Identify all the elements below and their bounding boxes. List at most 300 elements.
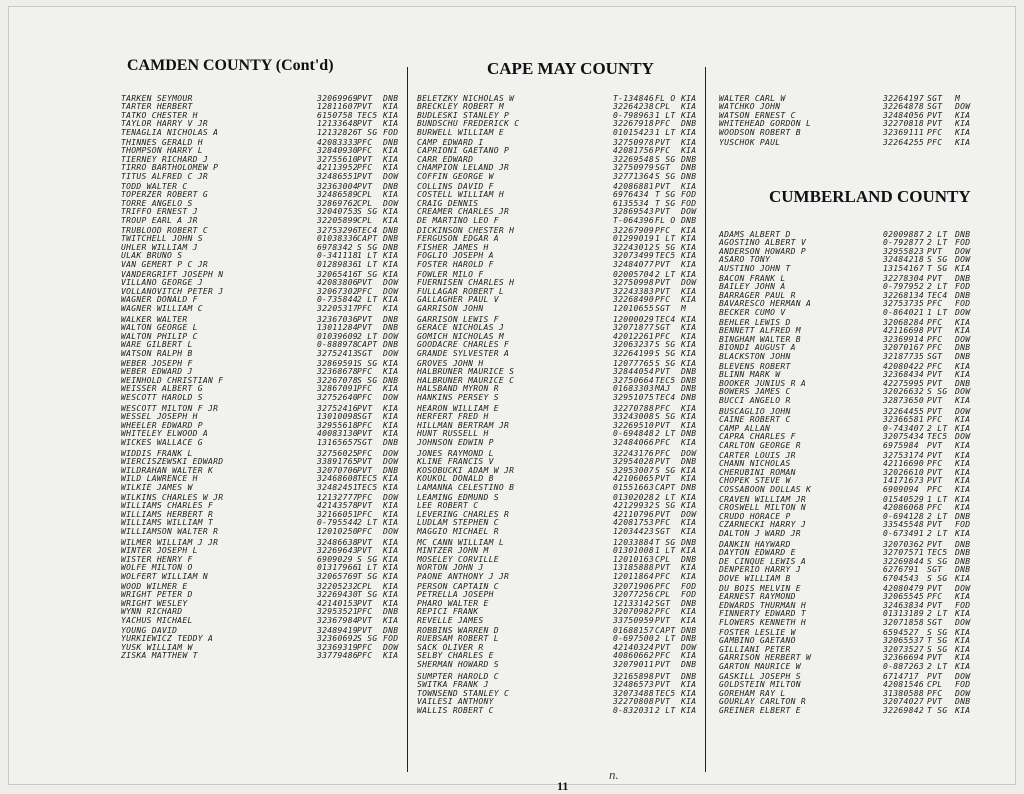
entry-service-number: 32071858: [883, 617, 924, 627]
entry-status: DOW: [383, 198, 399, 208]
entry-name: GOREHAM RAY L: [719, 688, 786, 698]
entry-service-number: 01289836: [317, 259, 358, 269]
entry-service-number: 13154167: [883, 263, 924, 273]
entry-rank: S SG: [655, 154, 676, 164]
entry-rank: TEC5: [357, 474, 378, 484]
entry-rank: SGT: [927, 351, 943, 361]
entry-group: [121, 271, 397, 313]
entry-name: WARE GILBERT L: [121, 340, 193, 350]
entry-name: YURKIEWICZ TEDDY A: [121, 634, 214, 644]
entry-service-number: 12034423: [613, 526, 654, 536]
entry-rank: PVT: [927, 672, 943, 681]
entry-name: TOWNSEND STANLEY C: [417, 688, 510, 698]
entry-group: [417, 271, 699, 313]
entry-status: FOD: [383, 634, 399, 644]
entry-group: [719, 95, 1011, 137]
entry-service-number: 13010098: [317, 412, 358, 422]
entry-rank: TEC5: [655, 375, 676, 385]
entry-service-number: 12811607: [317, 102, 358, 112]
entry-name: BAILEY JOHN A: [719, 282, 786, 292]
entry-status: KIA: [681, 348, 697, 358]
entry-service-number: 42083333: [317, 138, 358, 147]
entry-rank: 2 LT: [655, 429, 676, 439]
entry-name: WALTER CARL W: [719, 94, 786, 103]
entry-status: FOD: [681, 590, 697, 600]
entry-status: KIA: [383, 207, 399, 217]
entry-rank: PVT: [655, 367, 671, 377]
entry-rank: SGT: [655, 303, 671, 313]
entry-rank: 2 LT: [927, 423, 948, 433]
entry-rank: PVT: [927, 246, 943, 256]
entry-name: FOSTER HAROLD F: [417, 259, 494, 269]
entry-status: KIA: [383, 384, 399, 394]
entry-status: DOW: [955, 246, 971, 256]
entry-group: [417, 316, 699, 358]
entry-group: [719, 231, 1011, 273]
entry-service-number: 0-694848: [613, 429, 654, 439]
entry-service-number: 6909094: [883, 484, 919, 494]
entry-status: FOD: [955, 600, 971, 610]
entry-status: DOW: [955, 617, 971, 627]
entry-rank: PVT: [927, 440, 943, 450]
entry-rank: T SG: [655, 190, 676, 200]
entry-name: MC CANN WILLIAM L: [417, 538, 504, 547]
entry-status: KIA: [955, 705, 971, 715]
entry-name: TENAGLIA NICHOLAS A: [121, 127, 219, 137]
entry-rank: SGT: [927, 102, 943, 112]
entry-name: PAONE ANTHONY J JR: [417, 571, 510, 581]
entry-status: KIA: [383, 110, 399, 120]
entry-name: LUDLAM STEPHEN C: [417, 518, 499, 528]
entry-name: CZARNECKI HARRY J: [719, 520, 806, 530]
entry-name: WILKIE JAMES W: [121, 482, 193, 492]
entry-name: WOOD WILMER E: [121, 582, 188, 591]
entry-status: KIA: [955, 636, 971, 646]
entry-name: COSSABOON DOLLAS K: [719, 484, 812, 494]
entry-service-number: 32953007: [613, 465, 654, 475]
entry-service-number: 42080479: [883, 584, 924, 593]
entry-name: DU BOIS MELVIN E: [719, 584, 801, 593]
document-page: [8, 6, 1016, 793]
entry-status: DOW: [383, 526, 399, 536]
entry-rank: 2 LT: [927, 511, 948, 521]
entry-rank: T SG: [357, 590, 378, 600]
entry-rank: PFC: [927, 592, 943, 602]
entry-service-number: 32873650: [883, 395, 924, 405]
entry-rank: S SG: [357, 375, 378, 385]
entry-service-number: 32482451: [317, 482, 358, 492]
entry-rank: CPL: [357, 582, 373, 591]
entry-service-number: 32753735: [883, 299, 924, 309]
entry-service-number: 6594527: [883, 628, 919, 637]
entry-rank: PFC: [357, 509, 373, 519]
entry-name: CAPRIONI GAETANO P: [417, 146, 510, 156]
entry-status: FOD: [955, 299, 971, 309]
entry-status: FOD: [681, 582, 697, 591]
entry-service-number: 32026610: [883, 467, 924, 477]
entry-status: KIA: [681, 404, 697, 413]
entry-status: DOW: [383, 457, 399, 467]
entry-rank: CPL: [927, 680, 943, 690]
entry-rank: PFC: [655, 651, 671, 661]
entry-name: BENNETT ALFRED M: [719, 326, 801, 336]
entry-rank: PVT: [357, 538, 373, 547]
entry-group: [719, 408, 1011, 450]
entry-rank: PVT: [357, 429, 373, 439]
entry-name: DICKINSON CHESTER H: [417, 226, 515, 235]
entry-service-number: 42081546: [883, 680, 924, 690]
casualty-entry: [121, 617, 397, 625]
entry-service-number: 42129932: [613, 501, 654, 511]
entry-rank: T SG: [927, 636, 948, 646]
entry-status: KIA: [955, 592, 971, 602]
cape-may-county-title: CAPE MAY COUNTY: [487, 59, 654, 78]
entry-status: DNB: [383, 375, 399, 385]
entry-name: WEISSER ALBERT G: [121, 384, 203, 394]
entry-rank: S SG: [655, 501, 676, 511]
entry-service-number: 12132777: [317, 493, 358, 502]
entry-service-number: 32065545: [883, 592, 924, 602]
entry-rank: 1 LT: [357, 563, 378, 573]
entry-service-number: 31380588: [883, 688, 924, 698]
entry-name: SUMPTER HAROLD C: [417, 672, 499, 681]
entry-name: GARRISON LEWIS F: [417, 315, 499, 324]
entry-status: DOW: [383, 642, 399, 652]
entry-name: SWITKA FRANK J: [417, 680, 489, 690]
entry-service-number: 0-864021: [883, 307, 924, 317]
entry-name: ADAMS ALBERT D: [719, 230, 791, 239]
entry-name: SACK OLIVER R: [417, 642, 484, 652]
entry-service-number: 42080422: [883, 362, 924, 371]
entry-status: KIA: [681, 705, 697, 715]
entry-rank: T SG: [357, 127, 378, 137]
entry-name: TAYLOR HARRY V JR: [121, 119, 208, 129]
entry-service-number: 32040753: [317, 207, 358, 217]
entry-status: DNB: [955, 540, 971, 549]
entry-service-number: 33545548: [883, 520, 924, 530]
entry-status: KIA: [681, 146, 697, 156]
entry-status: DNB: [383, 226, 399, 235]
entry-rank: 1 LT: [357, 251, 378, 261]
entry-status: FOD: [955, 282, 971, 292]
entry-status: KIA: [681, 571, 697, 581]
entry-group: [121, 316, 397, 358]
entry-status: DOW: [383, 449, 399, 458]
entry-status: KIA: [681, 323, 697, 333]
casualty-entry: [719, 486, 1011, 494]
entry-service-number: 42083806: [317, 278, 358, 288]
entry-rank: 2 LT: [357, 518, 378, 528]
entry-name: CROSWELL MILTON N: [719, 503, 806, 513]
casualty-entry: [417, 707, 699, 715]
entry-service-number: 32707571: [883, 548, 924, 558]
page-number: 11: [557, 779, 569, 793]
entry-rank: T SG: [927, 705, 948, 715]
entry-rank: PFC: [357, 420, 373, 430]
entry-name: CAMP ALLAN: [719, 423, 771, 433]
casualty-entry: [417, 173, 699, 181]
entry-name: FLOWERS KENNETH H: [719, 617, 806, 627]
entry-service-number: 6276791: [883, 565, 919, 575]
entry-rank: PFC: [357, 493, 373, 502]
entry-name: BAVARESCO HERMAN A: [719, 299, 812, 309]
entry-name: JOHNSON EDWIN P: [417, 437, 494, 447]
entry-name: GARRISON JOHN: [417, 303, 484, 313]
entry-status: KIA: [383, 190, 399, 200]
entry-service-number: 32264878: [883, 102, 924, 112]
entry-service-number: 32067302: [317, 286, 358, 296]
entry-name: BEHLER LEWIS D: [719, 318, 791, 327]
entry-rank: PVT: [655, 642, 671, 652]
entry-status: KIA: [383, 563, 399, 573]
entry-status: DNB: [681, 429, 697, 439]
entry-status: KIA: [681, 138, 697, 147]
entry-rank: 2 LT: [655, 705, 676, 715]
entry-status: FOD: [955, 680, 971, 690]
entry-rank: TEC5: [927, 432, 948, 442]
column-divider-right: [705, 67, 706, 772]
entry-status: KIA: [681, 563, 697, 573]
entry-service-number: 32264455: [883, 407, 924, 416]
entry-rank: PFC: [927, 127, 943, 137]
entry-name: UHLER WILLIAM J: [121, 242, 198, 252]
entry-status: DOW: [681, 642, 697, 652]
entry-service-number: 32954028: [613, 457, 654, 467]
entry-status: DNB: [383, 437, 399, 447]
entry-status: DOW: [383, 392, 399, 402]
entry-service-number: 40860662: [613, 651, 654, 661]
entry-status: DNB: [955, 290, 971, 300]
entry-service-number: 32268134: [883, 290, 924, 300]
entry-status: KIA: [383, 303, 399, 313]
entry-status: DNB: [955, 511, 971, 521]
entry-name: MAGGIO MICHAEL R: [417, 526, 499, 536]
entry-rank: S SG: [655, 242, 676, 252]
entry-rank: S SG: [655, 412, 676, 422]
entry-name: WIERCISZEWSKI EDWARD: [121, 457, 224, 467]
entry-rank: PVT: [357, 546, 373, 556]
entry-rank: PVT: [927, 407, 943, 416]
entry-rank: T SG: [655, 198, 676, 208]
entry-name: HALBRUNER MAURICE S: [417, 367, 515, 377]
entry-status: KIA: [955, 362, 971, 371]
entry-status: FOD: [955, 520, 971, 530]
entry-name: CRAIG DENNIS: [417, 198, 479, 208]
entry-rank: S SG: [357, 207, 378, 217]
entry-rank: PVT: [927, 520, 943, 530]
entry-service-number: 32071877: [613, 323, 654, 333]
entry-name: HERFERT FRED H: [417, 412, 489, 422]
entry-status: KIA: [955, 395, 971, 405]
entry-name: TOPERZER ROBERT G: [121, 190, 208, 200]
entry-service-number: 32484056: [883, 110, 924, 120]
entry-rank: 1 LT: [655, 234, 676, 244]
entry-rank: TEC5: [655, 251, 676, 261]
entry-status: KIA: [383, 518, 399, 528]
entry-name: BECKER CUMO V: [719, 307, 786, 317]
entry-name: MOSELEY CORVILLE: [417, 554, 499, 564]
entry-service-number: 13185888: [613, 563, 654, 573]
entry-rank: PFC: [927, 334, 943, 344]
entry-service-number: 32065537: [883, 636, 924, 646]
entry-service-number: 32243012: [613, 242, 654, 252]
entry-service-number: 32369111: [883, 127, 924, 137]
entry-rank: PVT: [927, 378, 943, 388]
entry-group: [121, 139, 397, 181]
entry-status: KIA: [383, 554, 399, 564]
entry-rank: PVT: [927, 600, 943, 610]
entry-rank: CAPT: [655, 626, 676, 635]
entry-service-number: 33750959: [613, 615, 654, 625]
entry-name: BUDLESKI STANLEY P: [417, 110, 510, 120]
entry-name: AGOSTINO ALBERT V: [719, 238, 806, 248]
entry-status: DNB: [681, 482, 697, 492]
entry-service-number: 40083130: [317, 429, 358, 439]
casualty-entry: [719, 309, 1011, 317]
entry-name: WILLIAMSON WALTER R: [121, 526, 219, 536]
casualty-entry: [719, 139, 1011, 147]
entry-status: KIA: [383, 482, 399, 492]
entry-rank: PVT: [927, 119, 943, 129]
entry-name: CARTER LOUIS JR: [719, 451, 796, 460]
entry-rank: PFC: [655, 331, 671, 341]
entry-status: DNB: [955, 343, 971, 353]
entry-status: DOW: [955, 102, 971, 112]
entry-service-number: 32484077: [613, 259, 654, 269]
entry-name: HALBRUNER MAURICE C: [417, 375, 515, 385]
entry-rank: 2 LT: [655, 634, 676, 644]
entry-rank: PVT: [655, 680, 671, 690]
entry-rank: CPL: [357, 215, 373, 225]
entry-status: DNB: [955, 548, 971, 558]
entry-status: KIA: [955, 609, 971, 619]
entry-service-number: 42081753: [613, 518, 654, 528]
entry-status: KIA: [955, 263, 971, 273]
entry-service-number: 32840930: [317, 146, 358, 156]
entry-name: RUEBSAM ROBERT L: [417, 634, 499, 644]
entry-rank: PVT: [655, 563, 671, 573]
entry-rank: TEC4: [357, 226, 378, 235]
entry-rank: S SG: [655, 348, 676, 358]
entry-name: CRUDO HORACE P: [719, 511, 791, 521]
entry-status: KIA: [681, 697, 697, 707]
entry-status: KIA: [681, 437, 697, 447]
entry-status: FOD: [955, 238, 971, 248]
entry-name: TARTER HERBERT: [121, 102, 193, 112]
entry-rank: 2 LT: [927, 528, 948, 538]
entry-group: [417, 494, 699, 536]
entry-rank: PVT: [357, 102, 373, 112]
casualty-entry: [121, 439, 397, 447]
entry-status: DOW: [681, 278, 697, 288]
entry-status: KIA: [681, 110, 697, 120]
entry-status: KIA: [383, 651, 399, 661]
entry-service-number: 32070706: [317, 465, 358, 475]
entry-name: GILLIANI PETER: [719, 644, 791, 654]
entry-rank: PFC: [655, 295, 671, 305]
entry-rank: CAPT: [655, 482, 676, 492]
entry-name: ULAK BRUNO S: [121, 251, 183, 261]
entry-status: DOW: [955, 584, 971, 593]
entry-name: KOUKOL DONALD B: [417, 474, 494, 484]
entry-service-number: 32270808: [613, 697, 654, 707]
entry-rank: PVT: [927, 697, 943, 707]
entry-status: KIA: [681, 518, 697, 528]
entry-status: KIA: [383, 598, 399, 608]
entry-service-number: 32752413: [317, 348, 358, 358]
entry-status: DNB: [681, 672, 697, 681]
entry-status: DNB: [681, 392, 697, 402]
entry-name: WALTON GEORGE L: [121, 323, 198, 333]
entry-group: [719, 496, 1011, 538]
entry-name: BACON FRANK L: [719, 274, 786, 283]
entry-name: DE CINQUE LEWIS A: [719, 556, 806, 566]
entry-rank: TEC5: [357, 110, 378, 120]
entry-service-number: 32205899: [317, 215, 358, 225]
entry-status: DNB: [681, 457, 697, 467]
entry-service-number: 6714717: [883, 672, 919, 681]
entry-status: DOW: [955, 407, 971, 416]
entry-group: [121, 95, 397, 137]
entry-rank: PVT: [927, 274, 943, 283]
casualty-entry: [719, 442, 1011, 450]
entry-name: BLEVENS ROBERT: [719, 362, 791, 371]
entry-service-number: 32752416: [317, 404, 358, 413]
entry-name: GOODACRE CHARLES F: [417, 340, 510, 350]
entry-service-number: 32486638: [317, 538, 358, 547]
entry-service-number: 01302028: [613, 493, 654, 502]
entry-service-number: 32264255: [883, 138, 924, 147]
entry-rank: PFC: [655, 226, 671, 235]
entry-service-number: 12000029: [613, 315, 654, 324]
entry-rank: PVT: [357, 323, 373, 333]
entry-status: KIA: [681, 242, 697, 252]
entry-status: KIA: [955, 503, 971, 513]
entry-status: KIA: [383, 501, 399, 511]
entry-service-number: 0-694128: [883, 511, 924, 521]
entry-name: FOGLIO JOSEPH A: [417, 251, 494, 261]
entry-rank: PVT: [927, 326, 943, 336]
entry-name: YOUNG DAVID: [121, 626, 178, 635]
casualty-entry: [417, 573, 699, 581]
entry-status: KIA: [955, 661, 971, 671]
entry-rank: PFC: [927, 503, 943, 513]
entry-rank: PVT: [655, 457, 671, 467]
entry-name: HUNT RUSSELL H: [417, 429, 489, 439]
entry-service-number: 32484218: [883, 255, 924, 265]
entry-rank: TEC4: [655, 392, 676, 402]
entry-group: [417, 405, 699, 447]
casualty-entry: [719, 575, 1011, 583]
entry-status: DOW: [681, 449, 697, 458]
entry-service-number: 32269548: [613, 154, 654, 164]
entry-status: KIA: [955, 138, 971, 147]
entry-name: DOVE WILLIAM B: [719, 573, 791, 583]
entry-service-number: 32953521: [317, 607, 358, 617]
entry-name: VOLLANOVITCH PETER J: [121, 286, 224, 296]
entry-status: DNB: [383, 94, 399, 103]
entry-service-number: 0-795544: [317, 518, 358, 528]
entry-rank: PVT: [655, 615, 671, 625]
entry-service-number: 6150758: [317, 110, 353, 120]
entry-status: DNB: [681, 634, 697, 644]
entry-service-number: 32844054: [613, 367, 654, 377]
entry-name: PHARO WALTER E: [417, 598, 489, 608]
entry-rank: PVT: [357, 501, 373, 511]
entry-name: CHOPEK STEVE W: [719, 476, 791, 486]
entry-name: WHEELER EDWARD P: [121, 420, 203, 430]
entry-status: KIA: [383, 429, 399, 439]
